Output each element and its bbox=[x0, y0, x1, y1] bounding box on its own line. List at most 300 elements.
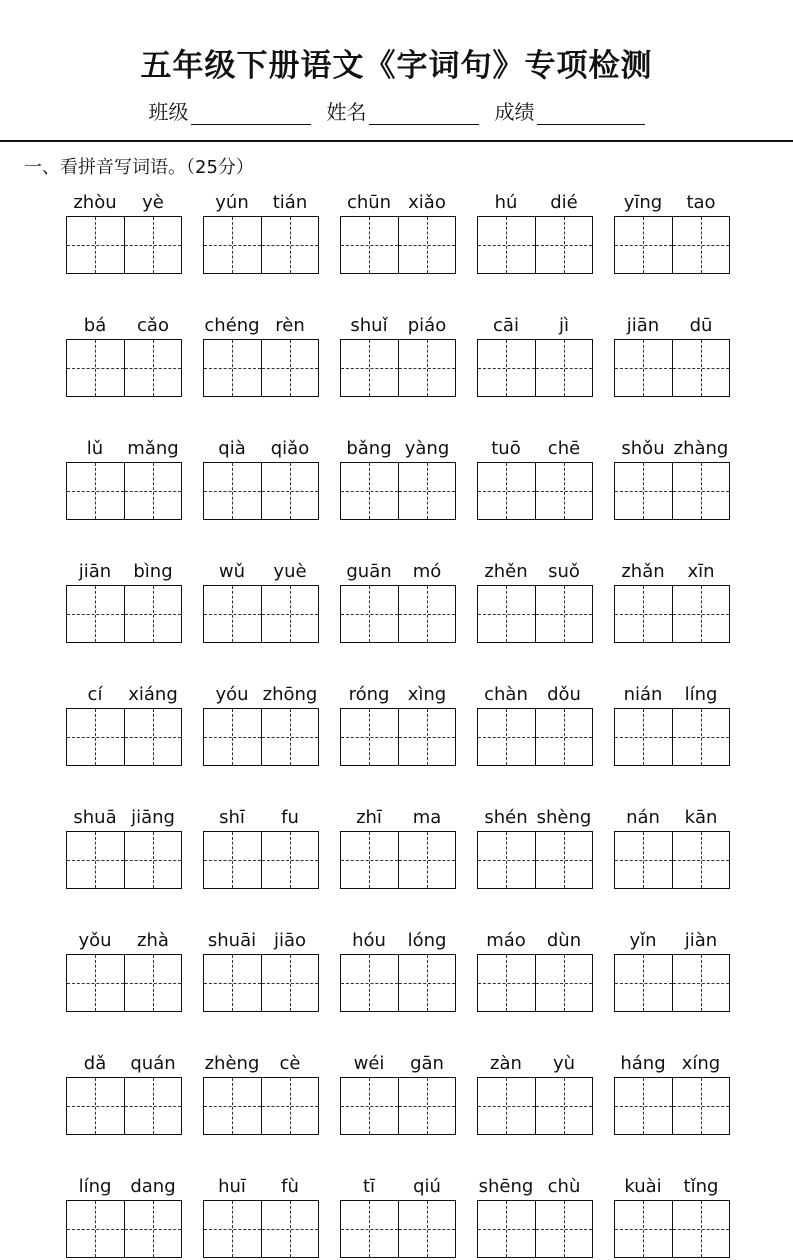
tianzige-boxes bbox=[477, 585, 593, 643]
pinyin-syllable: shuāi bbox=[207, 929, 257, 951]
pinyin-row bbox=[66, 1049, 182, 1077]
page-title: 五年级下册语文《字词句》专项检测 bbox=[140, 48, 653, 84]
writing-box[interactable] bbox=[478, 955, 535, 1011]
writing-box[interactable] bbox=[535, 463, 593, 519]
tianzige-boxes bbox=[66, 831, 182, 889]
score-field bbox=[495, 96, 645, 125]
pinyin-syllable: shī bbox=[219, 806, 245, 828]
writing-box[interactable] bbox=[615, 709, 672, 765]
tianzige-boxes bbox=[614, 216, 730, 274]
pinyin-syllable: zhàng bbox=[673, 437, 729, 459]
word-item bbox=[614, 680, 730, 768]
pinyin-syllable: cāi bbox=[493, 314, 519, 336]
pinyin-syllable: zhī bbox=[356, 806, 382, 828]
writing-box[interactable] bbox=[398, 709, 456, 765]
pinyin-syllable: shēng bbox=[478, 1175, 534, 1197]
writing-box[interactable] bbox=[124, 832, 182, 888]
word-item bbox=[614, 926, 730, 1014]
word-item bbox=[66, 311, 182, 399]
writing-box[interactable] bbox=[341, 1201, 398, 1257]
pinyin-syllable: xiǎo bbox=[408, 191, 446, 213]
tianzige-boxes bbox=[66, 708, 182, 766]
tianzige-boxes bbox=[66, 1200, 182, 1258]
writing-box[interactable] bbox=[261, 340, 319, 396]
writing-box[interactable] bbox=[341, 217, 398, 273]
pinyin-syllable: yīng bbox=[623, 191, 663, 213]
pinyin-syllable: ma bbox=[412, 806, 442, 828]
writing-box[interactable] bbox=[615, 586, 672, 642]
pinyin-syllable: zhòu bbox=[73, 191, 117, 213]
tianzige-boxes bbox=[66, 462, 182, 520]
writing-box[interactable] bbox=[67, 1078, 124, 1134]
tianzige-boxes bbox=[203, 216, 319, 274]
writing-box[interactable] bbox=[672, 709, 730, 765]
word-item bbox=[203, 557, 319, 645]
writing-box[interactable] bbox=[204, 832, 261, 888]
pinyin-syllable: wéi bbox=[353, 1052, 385, 1074]
pinyin-row bbox=[477, 188, 593, 216]
pinyin-syllable: kān bbox=[684, 806, 718, 828]
pinyin-row bbox=[340, 188, 456, 216]
word-item bbox=[66, 803, 182, 891]
pinyin-syllable: yóu bbox=[215, 683, 249, 705]
tianzige-boxes bbox=[340, 585, 456, 643]
writing-box[interactable] bbox=[204, 1078, 261, 1134]
tianzige-boxes bbox=[614, 1077, 730, 1135]
pinyin-syllable: hóu bbox=[352, 929, 386, 951]
tianzige-boxes bbox=[66, 585, 182, 643]
pinyin-row bbox=[66, 1172, 182, 1200]
pinyin-row bbox=[477, 1172, 593, 1200]
writing-box[interactable] bbox=[672, 955, 730, 1011]
pinyin-syllable: hú bbox=[494, 191, 518, 213]
writing-box[interactable] bbox=[535, 340, 593, 396]
writing-box[interactable] bbox=[615, 340, 672, 396]
pinyin-syllable: gān bbox=[410, 1052, 444, 1074]
word-item bbox=[340, 434, 456, 522]
pinyin-syllable: yàng bbox=[404, 437, 450, 459]
pinyin-row bbox=[340, 1049, 456, 1077]
class-field bbox=[149, 96, 311, 125]
writing-box[interactable] bbox=[341, 832, 398, 888]
word-item bbox=[66, 926, 182, 1014]
pinyin-syllable: quán bbox=[130, 1052, 176, 1074]
tianzige-boxes bbox=[477, 708, 593, 766]
writing-box[interactable] bbox=[672, 340, 730, 396]
word-item bbox=[340, 188, 456, 276]
writing-box[interactable] bbox=[67, 217, 124, 273]
student-info-row bbox=[0, 96, 793, 125]
writing-box[interactable] bbox=[341, 955, 398, 1011]
pinyin-row bbox=[614, 188, 730, 216]
writing-box[interactable] bbox=[478, 709, 535, 765]
pinyin-row bbox=[614, 1049, 730, 1077]
pinyin-syllable: chù bbox=[547, 1175, 581, 1197]
pinyin-syllable: tī bbox=[362, 1175, 376, 1197]
pinyin-row bbox=[66, 557, 182, 585]
tianzige-boxes bbox=[340, 462, 456, 520]
pinyin-syllable: máo bbox=[486, 929, 526, 951]
word-item bbox=[340, 803, 456, 891]
word-item bbox=[477, 1049, 593, 1137]
pinyin-syllable: tǐng bbox=[683, 1175, 719, 1197]
writing-box[interactable] bbox=[615, 1078, 672, 1134]
word-item bbox=[340, 1172, 456, 1260]
word-item bbox=[340, 557, 456, 645]
pinyin-syllable: xiáng bbox=[128, 683, 178, 705]
pinyin-row bbox=[477, 557, 593, 585]
writing-box[interactable] bbox=[341, 340, 398, 396]
pinyin-row bbox=[340, 926, 456, 954]
pinyin-syllable: yuè bbox=[273, 560, 307, 582]
pinyin-syllable: qià bbox=[218, 437, 246, 459]
pinyin-syllable: háng bbox=[620, 1052, 666, 1074]
pinyin-row bbox=[614, 434, 730, 462]
tianzige-boxes bbox=[340, 954, 456, 1012]
writing-box[interactable] bbox=[478, 340, 535, 396]
pinyin-syllable: fu bbox=[281, 806, 299, 828]
pinyin-syllable: chē bbox=[547, 437, 581, 459]
pinyin-row bbox=[203, 926, 319, 954]
word-item bbox=[477, 434, 593, 522]
pinyin-syllable: yún bbox=[215, 191, 249, 213]
pinyin-syllable: zhěn bbox=[484, 560, 528, 582]
writing-box[interactable] bbox=[398, 217, 456, 273]
name-field bbox=[327, 96, 479, 125]
tianzige-boxes bbox=[477, 216, 593, 274]
writing-box[interactable] bbox=[67, 586, 124, 642]
writing-box[interactable] bbox=[124, 1078, 182, 1134]
writing-box[interactable] bbox=[341, 586, 398, 642]
pinyin-syllable: tao bbox=[686, 191, 716, 213]
pinyin-row bbox=[203, 680, 319, 708]
class-blank[interactable] bbox=[191, 104, 311, 125]
word-item bbox=[203, 926, 319, 1014]
name-blank[interactable] bbox=[369, 104, 479, 125]
pinyin-syllable: jiàn bbox=[684, 929, 718, 951]
tianzige-boxes bbox=[340, 1200, 456, 1258]
writing-box[interactable] bbox=[398, 1201, 456, 1257]
writing-box[interactable] bbox=[672, 217, 730, 273]
pinyin-row bbox=[614, 557, 730, 585]
writing-box[interactable] bbox=[615, 832, 672, 888]
writing-box[interactable] bbox=[478, 463, 535, 519]
writing-box[interactable] bbox=[535, 217, 593, 273]
writing-box[interactable] bbox=[67, 955, 124, 1011]
writing-box[interactable] bbox=[672, 832, 730, 888]
pinyin-syllable: líng bbox=[78, 1175, 112, 1197]
tianzige-boxes bbox=[203, 831, 319, 889]
pinyin-syllable: lǔ bbox=[86, 437, 104, 459]
pinyin-syllable: zàn bbox=[490, 1052, 522, 1074]
pinyin-row bbox=[340, 1172, 456, 1200]
writing-box[interactable] bbox=[204, 1201, 261, 1257]
writing-box[interactable] bbox=[204, 340, 261, 396]
writing-box[interactable] bbox=[672, 586, 730, 642]
word-item bbox=[477, 311, 593, 399]
pinyin-syllable: shuā bbox=[73, 806, 117, 828]
pinyin-row bbox=[477, 680, 593, 708]
writing-box[interactable] bbox=[204, 463, 261, 519]
pinyin-row bbox=[477, 434, 593, 462]
score-label: 成绩 bbox=[494, 100, 535, 124]
pinyin-syllable: zhà bbox=[137, 929, 169, 951]
word-item bbox=[477, 557, 593, 645]
word-item bbox=[477, 188, 593, 276]
tianzige-boxes bbox=[203, 462, 319, 520]
writing-box[interactable] bbox=[261, 1201, 319, 1257]
tianzige-boxes bbox=[477, 462, 593, 520]
writing-box[interactable] bbox=[204, 955, 261, 1011]
tianzige-boxes bbox=[477, 1077, 593, 1135]
tianzige-boxes bbox=[203, 708, 319, 766]
word-item bbox=[614, 557, 730, 645]
pinyin-row bbox=[477, 1049, 593, 1077]
word-item bbox=[340, 311, 456, 399]
writing-box[interactable] bbox=[672, 463, 730, 519]
pinyin-row bbox=[203, 311, 319, 339]
pinyin-syllable: shǒu bbox=[621, 437, 665, 459]
tianzige-boxes bbox=[614, 339, 730, 397]
pinyin-syllable: bá bbox=[83, 314, 107, 336]
writing-box[interactable] bbox=[67, 832, 124, 888]
pinyin-syllable: guān bbox=[346, 560, 392, 582]
writing-box[interactable] bbox=[615, 955, 672, 1011]
writing-box[interactable] bbox=[261, 1078, 319, 1134]
pinyin-syllable: zhèng bbox=[204, 1052, 260, 1074]
pinyin-row bbox=[66, 680, 182, 708]
tianzige-boxes bbox=[477, 339, 593, 397]
pinyin-row bbox=[203, 557, 319, 585]
pinyin-row bbox=[477, 803, 593, 831]
pinyin-syllable: dǒu bbox=[547, 683, 581, 705]
writing-box[interactable] bbox=[398, 463, 456, 519]
pinyin-row bbox=[66, 188, 182, 216]
tianzige-boxes bbox=[340, 216, 456, 274]
pinyin-syllable: yè bbox=[142, 191, 164, 213]
writing-box[interactable] bbox=[67, 340, 124, 396]
tianzige-boxes bbox=[614, 708, 730, 766]
writing-box[interactable] bbox=[478, 217, 535, 273]
pinyin-syllable: chàn bbox=[484, 683, 528, 705]
pinyin-syllable: xíng bbox=[681, 1052, 721, 1074]
pinyin-row bbox=[477, 311, 593, 339]
pinyin-syllable: dùn bbox=[546, 929, 582, 951]
pinyin-row bbox=[66, 311, 182, 339]
pinyin-row bbox=[340, 434, 456, 462]
tianzige-boxes bbox=[614, 954, 730, 1012]
tianzige-boxes bbox=[66, 339, 182, 397]
pinyin-row bbox=[340, 311, 456, 339]
pinyin-syllable: piáo bbox=[407, 314, 447, 336]
word-item bbox=[477, 1172, 593, 1260]
pinyin-row bbox=[340, 803, 456, 831]
pinyin-syllable: yǒu bbox=[78, 929, 112, 951]
writing-box[interactable] bbox=[398, 1078, 456, 1134]
writing-box[interactable] bbox=[204, 709, 261, 765]
pinyin-row bbox=[614, 680, 730, 708]
pinyin-syllable: mó bbox=[412, 560, 442, 582]
pinyin-syllable: dū bbox=[689, 314, 713, 336]
word-item bbox=[614, 311, 730, 399]
writing-box[interactable] bbox=[67, 1201, 124, 1257]
writing-box[interactable] bbox=[535, 1201, 593, 1257]
pinyin-row bbox=[203, 1172, 319, 1200]
word-item bbox=[340, 680, 456, 768]
pinyin-syllable: yǐn bbox=[629, 929, 657, 951]
word-grid bbox=[66, 188, 730, 1260]
pinyin-row bbox=[614, 1172, 730, 1200]
pinyin-syllable: wǔ bbox=[218, 560, 246, 582]
writing-box[interactable] bbox=[124, 340, 182, 396]
pinyin-syllable: fù bbox=[281, 1175, 299, 1197]
writing-box[interactable] bbox=[615, 1201, 672, 1257]
pinyin-syllable: xìng bbox=[407, 683, 447, 705]
tianzige-boxes bbox=[477, 1200, 593, 1258]
word-item bbox=[203, 311, 319, 399]
word-item bbox=[66, 434, 182, 522]
writing-box[interactable] bbox=[398, 340, 456, 396]
word-item bbox=[614, 803, 730, 891]
class-label: 班级 bbox=[148, 100, 189, 124]
writing-box[interactable] bbox=[535, 955, 593, 1011]
pinyin-row bbox=[340, 680, 456, 708]
writing-box[interactable] bbox=[398, 586, 456, 642]
writing-box[interactable] bbox=[124, 463, 182, 519]
word-item bbox=[614, 1172, 730, 1260]
pinyin-syllable: qiú bbox=[413, 1175, 441, 1197]
writing-box[interactable] bbox=[535, 1078, 593, 1134]
word-item bbox=[340, 926, 456, 1014]
writing-box[interactable] bbox=[672, 1078, 730, 1134]
pinyin-syllable: mǎng bbox=[127, 437, 179, 459]
pinyin-syllable: dang bbox=[130, 1175, 176, 1197]
pinyin-syllable: jiāng bbox=[131, 806, 175, 828]
writing-box[interactable] bbox=[341, 1078, 398, 1134]
word-item bbox=[203, 188, 319, 276]
word-item bbox=[66, 1172, 182, 1260]
pinyin-syllable: cè bbox=[279, 1052, 301, 1074]
pinyin-syllable: lóng bbox=[407, 929, 447, 951]
writing-box[interactable] bbox=[67, 463, 124, 519]
writing-box[interactable] bbox=[124, 955, 182, 1011]
writing-box[interactable] bbox=[398, 832, 456, 888]
writing-box[interactable] bbox=[261, 709, 319, 765]
writing-box[interactable] bbox=[478, 1078, 535, 1134]
writing-box[interactable] bbox=[124, 1201, 182, 1257]
writing-box[interactable] bbox=[124, 217, 182, 273]
tianzige-boxes bbox=[477, 831, 593, 889]
writing-box[interactable] bbox=[341, 463, 398, 519]
writing-box[interactable] bbox=[535, 832, 593, 888]
name-label: 姓名 bbox=[326, 100, 367, 124]
writing-box[interactable] bbox=[672, 1201, 730, 1257]
tianzige-boxes bbox=[66, 1077, 182, 1135]
writing-box[interactable] bbox=[261, 586, 319, 642]
pinyin-syllable: kuài bbox=[624, 1175, 662, 1197]
score-blank[interactable] bbox=[537, 104, 645, 125]
pinyin-syllable: huī bbox=[218, 1175, 246, 1197]
pinyin-syllable: rèn bbox=[275, 314, 305, 336]
writing-box[interactable] bbox=[341, 709, 398, 765]
tianzige-boxes bbox=[340, 339, 456, 397]
pinyin-row bbox=[66, 926, 182, 954]
writing-box[interactable] bbox=[124, 709, 182, 765]
writing-box[interactable] bbox=[261, 832, 319, 888]
pinyin-syllable: shèng bbox=[536, 806, 592, 828]
writing-box[interactable] bbox=[535, 709, 593, 765]
writing-box[interactable] bbox=[535, 586, 593, 642]
pinyin-row bbox=[614, 803, 730, 831]
pinyin-syllable: qiǎo bbox=[270, 437, 310, 459]
tianzige-boxes bbox=[203, 954, 319, 1012]
word-item bbox=[203, 680, 319, 768]
word-item bbox=[203, 1172, 319, 1260]
tianzige-boxes bbox=[203, 585, 319, 643]
pinyin-syllable: shén bbox=[484, 806, 528, 828]
tianzige-boxes bbox=[477, 954, 593, 1012]
writing-box[interactable] bbox=[204, 586, 261, 642]
pinyin-syllable: róng bbox=[348, 683, 390, 705]
pinyin-row bbox=[614, 311, 730, 339]
pinyin-syllable: zhǎn bbox=[621, 560, 665, 582]
tianzige-boxes bbox=[614, 1200, 730, 1258]
word-item bbox=[66, 1049, 182, 1137]
writing-box[interactable] bbox=[67, 709, 124, 765]
tianzige-boxes bbox=[66, 216, 182, 274]
pinyin-row bbox=[614, 926, 730, 954]
section-heading: 一、看拼音写词语。（25分） bbox=[24, 157, 254, 178]
word-item bbox=[614, 1049, 730, 1137]
word-item bbox=[66, 557, 182, 645]
pinyin-syllable: nián bbox=[623, 683, 663, 705]
pinyin-syllable: chūn bbox=[346, 191, 392, 213]
writing-box[interactable] bbox=[261, 217, 319, 273]
word-item bbox=[477, 803, 593, 891]
pinyin-syllable: tuō bbox=[491, 437, 521, 459]
writing-box[interactable] bbox=[615, 463, 672, 519]
word-item bbox=[477, 680, 593, 768]
word-item bbox=[340, 1049, 456, 1137]
writing-box[interactable] bbox=[204, 217, 261, 273]
word-item bbox=[203, 1049, 319, 1137]
tianzige-boxes bbox=[614, 462, 730, 520]
writing-box[interactable] bbox=[261, 955, 319, 1011]
pinyin-row bbox=[66, 434, 182, 462]
word-item bbox=[66, 188, 182, 276]
writing-box[interactable] bbox=[261, 463, 319, 519]
writing-box[interactable] bbox=[124, 586, 182, 642]
pinyin-syllable: dié bbox=[550, 191, 578, 213]
word-item bbox=[203, 434, 319, 522]
pinyin-row bbox=[203, 434, 319, 462]
writing-box[interactable] bbox=[478, 832, 535, 888]
writing-box[interactable] bbox=[478, 586, 535, 642]
tianzige-boxes bbox=[66, 954, 182, 1012]
pinyin-syllable: suǒ bbox=[548, 560, 580, 582]
pinyin-row bbox=[203, 188, 319, 216]
pinyin-syllable: yù bbox=[552, 1052, 576, 1074]
pinyin-syllable: shuǐ bbox=[350, 314, 388, 336]
writing-box[interactable] bbox=[478, 1201, 535, 1257]
pinyin-syllable: líng bbox=[684, 683, 718, 705]
writing-box[interactable] bbox=[398, 955, 456, 1011]
writing-box[interactable] bbox=[615, 217, 672, 273]
tianzige-boxes bbox=[340, 1077, 456, 1135]
pinyin-row bbox=[340, 557, 456, 585]
pinyin-syllable: jiān bbox=[78, 560, 112, 582]
tianzige-boxes bbox=[340, 831, 456, 889]
